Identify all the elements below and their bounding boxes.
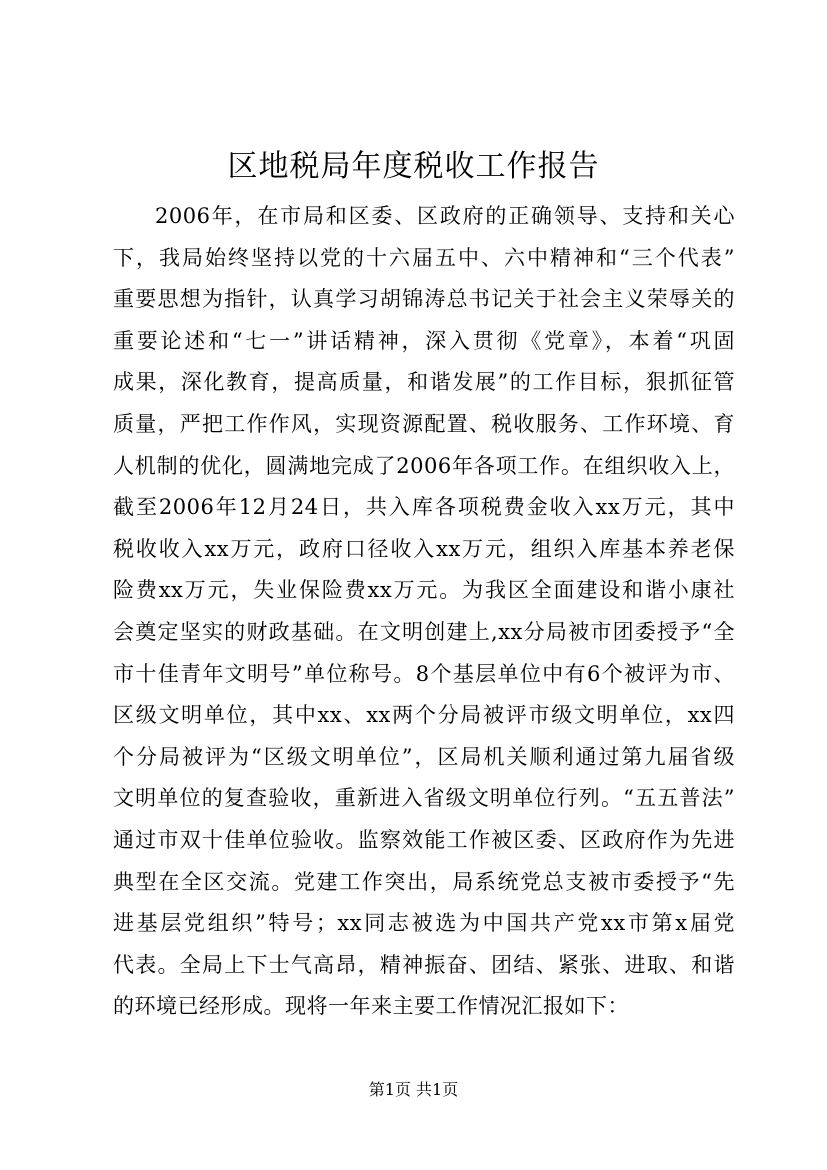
paragraph-line: 通过市双十佳单位验收。监察效能工作被区委、区政府作为先进 — [113, 827, 735, 852]
document-title: 区地税局年度税收工作报告 — [227, 149, 600, 184]
paragraph-line: 下，我局始终坚持以党的十六届五中、六中精神和“三个代表” — [113, 245, 735, 270]
paragraph-line: 截至2006年12月24日，共入库各项税费金收入xx万元，其中 — [113, 495, 735, 520]
paragraph-line: 的环境已经形成。现将一年来主要工作情况汇报如下： — [113, 994, 629, 1019]
paragraph-line: 个分局被评为“区级文明单位”，区局机关顺利通过第九届省级 — [113, 744, 735, 769]
paragraph-line: 代表。全局上下士气高昂，精神振奋、团结、紧张、进取、和谐 — [113, 952, 735, 977]
paragraph-line: 人机制的优化，圆满地完成了2006年各项工作。在组织收入上， — [113, 453, 735, 478]
paragraph-line: 重要论述和“七一”讲话精神，深入贯彻《党章》，本着“巩固 — [113, 328, 735, 353]
paragraph-line: 会奠定坚实的财政基础。在文明创建上,xx分局被市团委授予“全 — [113, 619, 735, 644]
paragraph-line: 市十佳青年文明号”单位称号。8个基层单位中有6个被评为市、 — [113, 661, 735, 686]
paragraph-line: 文明单位的复查验收，重新进入省级文明单位行列。“五五普法” — [113, 786, 735, 811]
paragraph-line: 重要思想为指针，认真学习胡锦涛总书记关于社会主义荣辱关的 — [113, 287, 735, 312]
paragraph-line: 进基层党组织”特号；xx同志被选为中国共产党xx市第x届党 — [113, 911, 735, 936]
paragraph-line: 区级文明单位，其中xx、xx两个分局被评市级文明单位，xx四 — [113, 703, 735, 728]
paragraph-line: 险费xx万元，失业保险费xx万元。为我区全面建设和谐小康社 — [113, 578, 735, 603]
body-paragraph — [113, 196, 735, 1028]
paragraph-line: 质量，严把工作作风，实现资源配置、税收服务、工作环境、育 — [113, 411, 735, 436]
paragraph-line: 成果，深化教育，提高质量，和谐发展”的工作目标，狠抓征管 — [113, 370, 735, 395]
paragraph-line: 2006年，在市局和区委、区政府的正确领导、支持和关心 — [155, 204, 735, 228]
paragraph-line: 税收收入xx万元，政府口径收入xx万元，组织入库基本养老保 — [113, 536, 735, 561]
page-footer: 第1页 共1页 — [368, 1080, 459, 1099]
paragraph-line: 典型在全区交流。党建工作突出，局系统党总支被市委授予“先 — [113, 869, 735, 894]
